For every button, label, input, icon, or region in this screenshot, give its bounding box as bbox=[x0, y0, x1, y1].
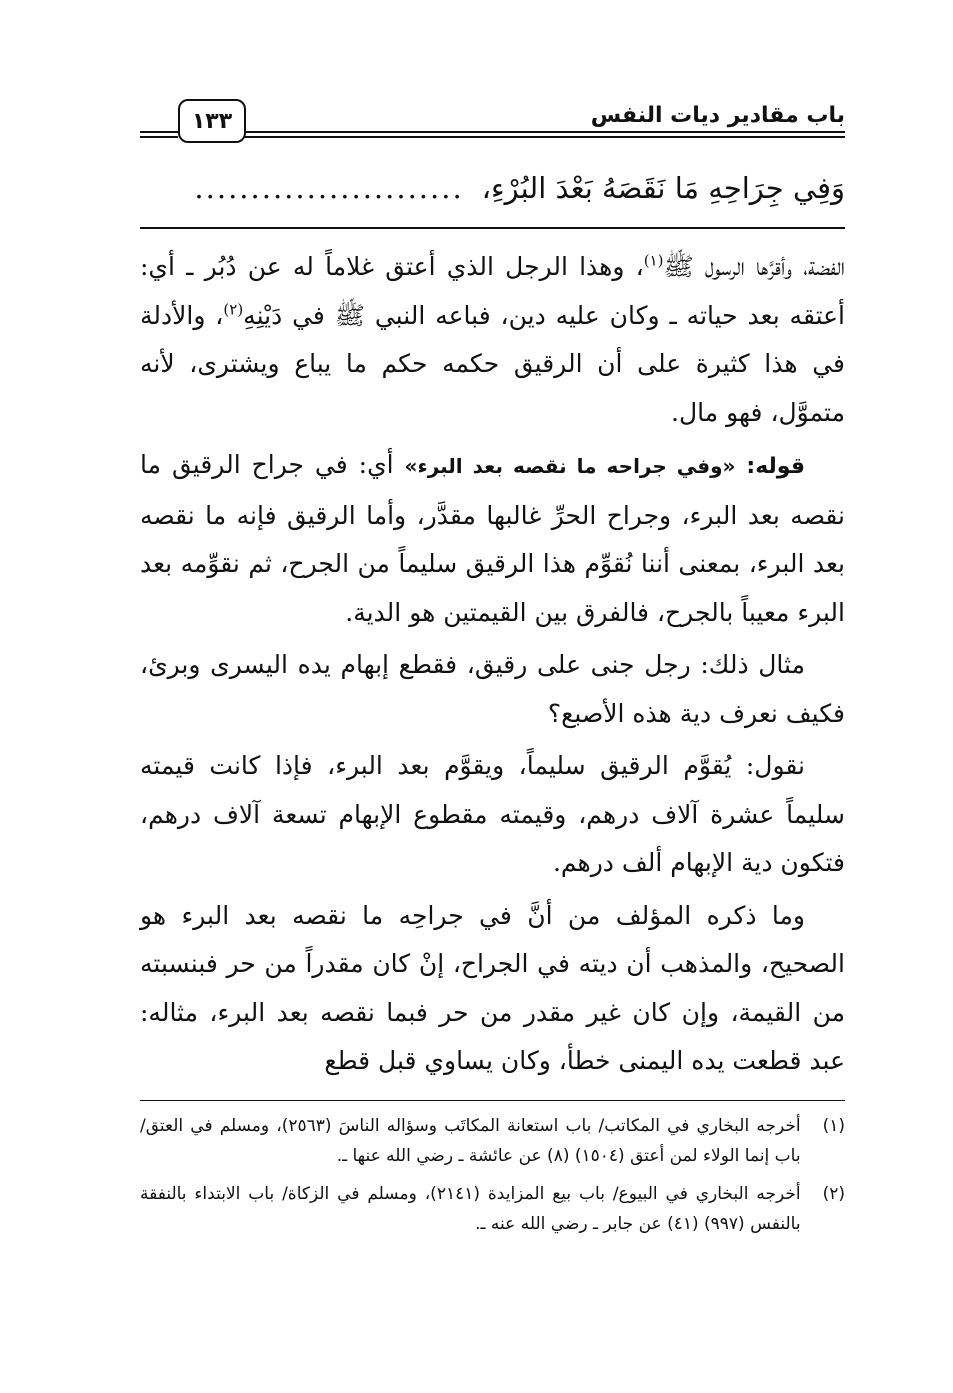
paragraph-2-text: أي: في جراح الرقيق ما نقصه بعد البرء، وجراح الحرِّ غالبها مقدَّر، وأما الرقيق فإنه ما نقصه بعد البرء، بمعنى أننا نُقوِّم هذا الرقيق سليماً من الجرح، ثم نقوِّمه بعد البرء معيباً بالجرح، فالفرق بين القيمتين هو الدية. bbox=[140, 450, 845, 627]
paragraph-3: مثال ذلك: رجل جنى على رقيق، فقطع إبهام يده اليسرى وبرئ، فكيف نعرف دية هذه الأصبع؟ bbox=[140, 650, 845, 728]
footnote-ref-1: (١) bbox=[643, 251, 664, 270]
paragraph-1 bbox=[140, 243, 845, 437]
commentary-body bbox=[140, 243, 845, 1086]
paragraph-1-part-c: ، والأدلة في هذا كثيرة على أن الرقيق حكمه حكم ما يباع ويشترى، لأنه متموَّل، فهو مال. bbox=[140, 300, 845, 427]
matn-dots: ........................ bbox=[194, 171, 464, 205]
chapter-title: باب مقادير ديات النفس bbox=[590, 103, 845, 128]
footnote-number: (٢) bbox=[822, 1183, 845, 1204]
header-rule-left bbox=[140, 131, 178, 138]
footnote-number: (١) bbox=[822, 1115, 845, 1136]
header-rule bbox=[244, 131, 845, 138]
paragraph-5: وما ذكره المؤلف من أنَّ في جراحِه ما نقصه بعد البرء هو الصحيح، والمذهب أن ديته في الجراح، إنْ كان مقدراً من حر فبنسبته من القيمة، وإن كان غير مقدر من حر فبما نقصه بعد البرء، مثاله: عبد قطعت يده اليمنى خطأ، وكان يساوي قبل قطع bbox=[140, 900, 845, 1075]
matn-line bbox=[140, 163, 845, 213]
qawluhu-keyword: قوله: bbox=[746, 454, 806, 479]
matn-quote: «وفي جراحه ما نقصه بعد البرء» bbox=[404, 454, 736, 478]
footnote-ref-2: (٢) bbox=[223, 300, 244, 319]
paragraph-2 bbox=[140, 441, 845, 637]
paragraph-4: نقول: يُقوَّم الرقيق سليماً، ويقوَّم بعد البرء، فإذا كانت قيمته سليماً عشرة آلاف درهم، وقيمته مقطوع الإبهام تسعة آلاف درهم، فتكون دية الإبهام ألف درهم. bbox=[140, 751, 845, 877]
footnote-divider bbox=[140, 1100, 845, 1101]
paragraph-1-part-b: ، وهذا الرجل الذي أعتق غلاماً له عن دُبُر ـ أي: أعتقه بعد حياته ـ وكان عليه دين، فباعه النبي ﷺ في دَيْنِهِ bbox=[140, 252, 845, 330]
footnote-text: أخرجه البخاري في البيوع/ باب بيع المزايدة (٢١٤١)، ومسلم في الزكاة/ باب الابتداء بالنفقة بالنفس (٩٩٧) (٤١) عن جابر ـ رضي الله عنه ـ. bbox=[140, 1183, 801, 1234]
footnote-item bbox=[140, 1179, 845, 1239]
matn-text: وَفِي جِرَاحِهِ مَا نَقَصَهُ بَعْدَ البُرْءِ، bbox=[481, 171, 845, 205]
book-page bbox=[140, 95, 845, 1247]
footnote-item bbox=[140, 1111, 845, 1171]
paragraph-1-part-a: الفضة، وأقرَّها الرسول ﷺ bbox=[663, 252, 845, 281]
page-header bbox=[140, 95, 845, 157]
footnotes bbox=[140, 1111, 845, 1239]
page-number: ١٣٣ bbox=[178, 99, 246, 143]
footnote-text: أخرجه البخاري في المكاتب/ باب استعانة المكاتَب وسؤاله الناسَ (٢٥٦٣)، ومسلم في العتق/ باب إنما الولاء لمن أعتق (١٥٠٤) (٨) عن عائشة ـ رضي الله عنها ـ. bbox=[140, 1115, 801, 1166]
matn-divider bbox=[140, 227, 845, 229]
